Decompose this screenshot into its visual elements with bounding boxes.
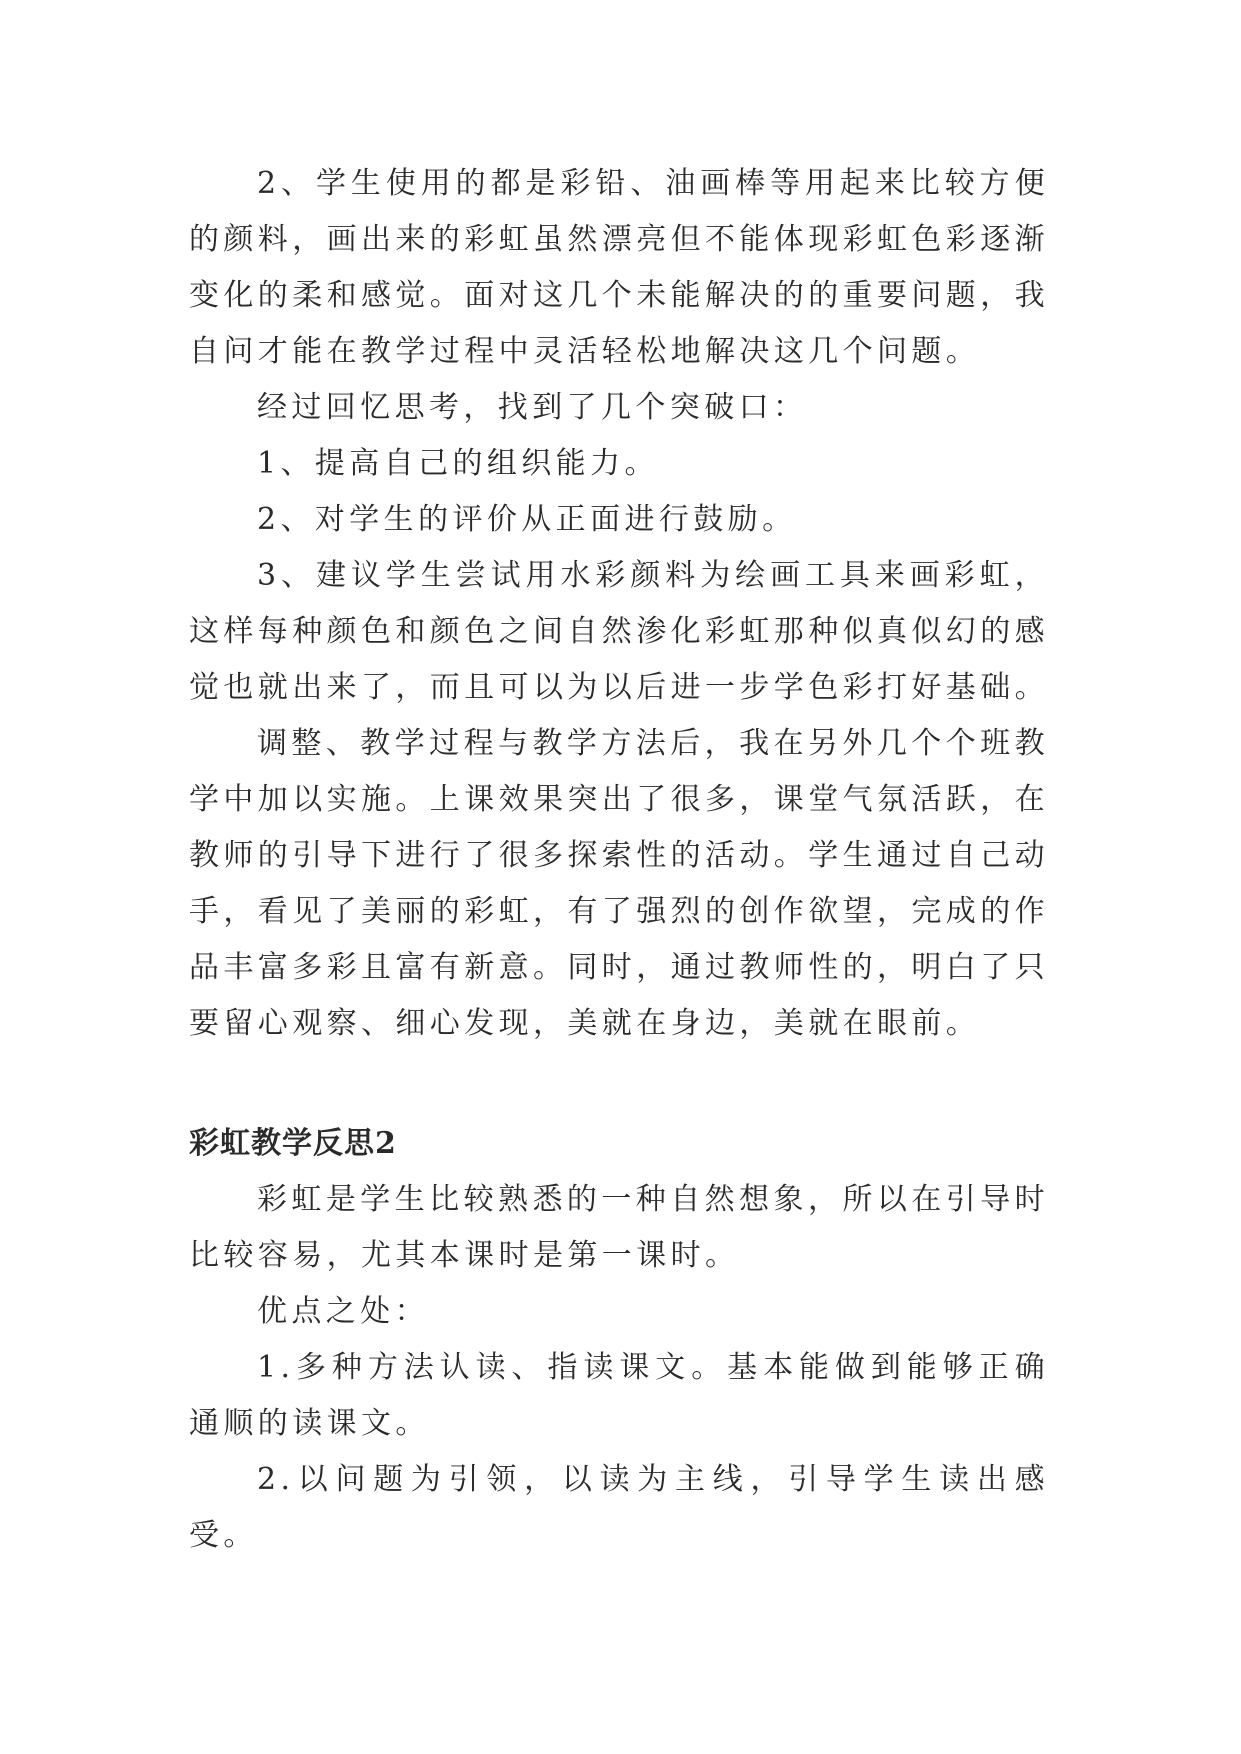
paragraph-adjustment-result: 调整、教学过程与教学方法后，我在另外几个个班教学中加以实施。上课效果突出了很多，课堂气氛活跃，在教师的引导下进行了很多探索性的活动。学生通过自己动手，看见了美丽的彩虹，有了强烈的创作欲望，完成的作品丰富多彩且富有新意。同时，通过教师性的，明白了只要留心观察、细心发现，美就在身边，美就在眼前。 bbox=[189, 726, 1049, 1041]
paragraph-advantages-heading: 优点之处： bbox=[257, 1294, 429, 1329]
paragraph-breakthrough-intro: 经过回忆思考，找到了几个突破口： bbox=[257, 390, 808, 425]
list-item-watercolor: 3、建议学生尝试用水彩颜料为绘画工具来画彩虹，这样每种颜色和颜色之间自然渗化彩虹那种似真似幻的感觉也就出来了，而且可以为以后进一步学色彩打好基础。 bbox=[189, 558, 1049, 705]
paragraph-paint-issue: 2、学生使用的都是彩铅、油画棒等用起来比较方便的颜料，画出来的彩虹虽然漂亮但不能体现彩虹色彩逐渐变化的柔和感觉。面对这几个未能解决的的重要问题，我自问才能在教学过程中灵活轻松地解决这几个问题。 bbox=[189, 166, 1049, 369]
document-body bbox=[189, 156, 1049, 1564]
list-item-reading-methods: 1.多种方法认读、指读课文。基本能做到能够正确通顺的读课文。 bbox=[189, 1350, 1049, 1441]
section-title: 彩虹教学反思2 bbox=[189, 1126, 397, 1161]
list-item-organization: 1、提高自己的组织能力。 bbox=[257, 446, 659, 481]
list-item-question-led: 2.以问题为引领，以读为主线，引导学生读出感受。 bbox=[189, 1462, 1049, 1553]
list-item-evaluation: 2、对学生的评价从正面进行鼓励。 bbox=[257, 502, 797, 537]
paragraph-rainbow-intro: 彩虹是学生比较熟悉的一种自然想象，所以在引导时比较容易，尤其本课时是第一课时。 bbox=[189, 1182, 1049, 1273]
